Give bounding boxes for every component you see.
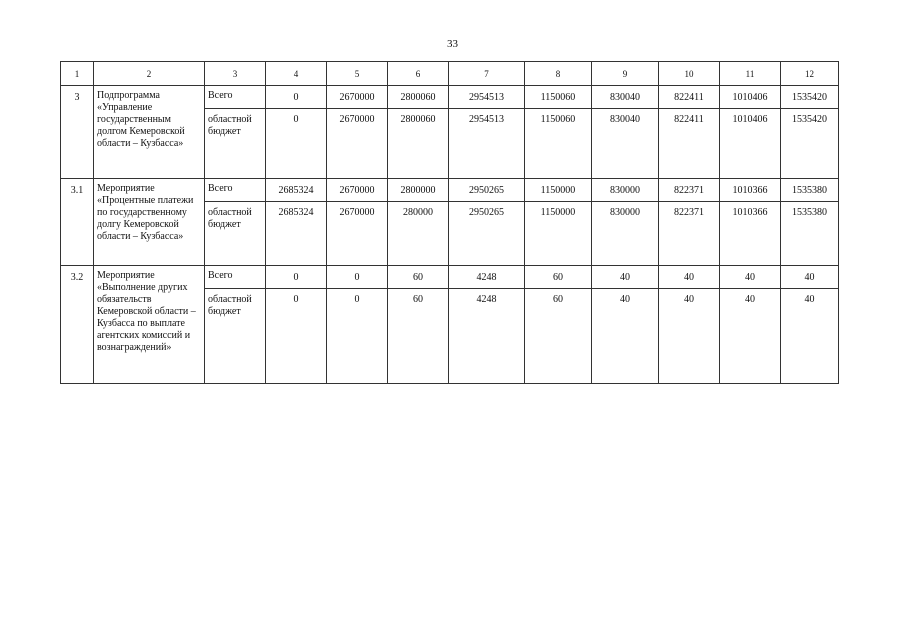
header-row [61,62,839,86]
table-row [61,86,839,109]
header-cell: 3 [205,62,266,86]
value-cell: 830040 [592,109,659,179]
value-cell: 0 [327,289,388,384]
value-cell: 4248 [449,266,525,289]
header-cell: 11 [720,62,781,86]
value-cell: 1150060 [525,86,592,109]
header-cell: 4 [266,62,327,86]
value-cell: 1535380 [781,179,839,202]
value-cell: 40 [781,266,839,289]
header-cell: 8 [525,62,592,86]
value-cell: 2685324 [266,202,327,266]
value-cell: 822371 [659,202,720,266]
header-cell: 9 [592,62,659,86]
value-cell: 60 [388,266,449,289]
budget-table [60,61,839,384]
header-cell: 6 [388,62,449,86]
row-code: 3 [61,86,94,179]
row-name: Подпрограмма «Управление государственным долгом Кемеровской области – Кузбасса» [94,86,205,179]
value-cell: 60 [525,266,592,289]
value-cell: 1010406 [720,109,781,179]
value-cell: 2670000 [327,86,388,109]
row-name: Мероприятие «Процентные платежи по государственному долгу Кемеровской области – Кузбасса» [94,179,205,266]
value-cell: 2950265 [449,202,525,266]
value-cell: 1010366 [720,179,781,202]
value-cell: 40 [592,289,659,384]
row-name: Мероприятие «Выполнение других обязательств Кемеровской области – Кузбасса по выплате агентских комиссий и вознаграждений» [94,266,205,384]
page-number: 33 [447,38,458,50]
value-cell: 0 [266,266,327,289]
value-cell: 0 [266,289,327,384]
funding-source: Всего [205,266,266,289]
funding-source: областной бюджет [205,109,266,179]
value-cell: 40 [720,289,781,384]
value-cell: 830000 [592,179,659,202]
value-cell: 830040 [592,86,659,109]
table-row [61,179,839,202]
value-cell: 1150000 [525,202,592,266]
value-cell: 830000 [592,202,659,266]
header-cell: 12 [781,62,839,86]
value-cell: 1010406 [720,86,781,109]
value-cell: 2954513 [449,109,525,179]
value-cell: 1535420 [781,86,839,109]
funding-source: Всего [205,86,266,109]
header-cell: 7 [449,62,525,86]
value-cell: 2950265 [449,179,525,202]
value-cell: 822411 [659,86,720,109]
value-cell: 40 [659,266,720,289]
table-row [61,266,839,289]
value-cell: 60 [525,289,592,384]
header-cell: 2 [94,62,205,86]
value-cell: 40 [659,289,720,384]
value-cell: 4248 [449,289,525,384]
value-cell: 0 [266,109,327,179]
row-code: 3.2 [61,266,94,384]
funding-source: областной бюджет [205,202,266,266]
header-cell: 1 [61,62,94,86]
header-cell: 10 [659,62,720,86]
value-cell: 822371 [659,179,720,202]
value-cell: 1150060 [525,109,592,179]
funding-source: Всего [205,179,266,202]
value-cell: 1535380 [781,202,839,266]
value-cell: 40 [781,289,839,384]
value-cell: 280000 [388,202,449,266]
value-cell: 0 [266,86,327,109]
row-code: 3.1 [61,179,94,266]
value-cell: 40 [720,266,781,289]
value-cell: 2670000 [327,202,388,266]
funding-source: областной бюджет [205,289,266,384]
value-cell: 2800000 [388,179,449,202]
value-cell: 40 [592,266,659,289]
value-cell: 2800060 [388,86,449,109]
value-cell: 1535420 [781,109,839,179]
value-cell: 2670000 [327,179,388,202]
value-cell: 0 [327,266,388,289]
value-cell: 1150000 [525,179,592,202]
value-cell: 2670000 [327,109,388,179]
value-cell: 60 [388,289,449,384]
value-cell: 822411 [659,109,720,179]
value-cell: 1010366 [720,202,781,266]
value-cell: 2954513 [449,86,525,109]
header-cell: 5 [327,62,388,86]
value-cell: 2800060 [388,109,449,179]
value-cell: 2685324 [266,179,327,202]
